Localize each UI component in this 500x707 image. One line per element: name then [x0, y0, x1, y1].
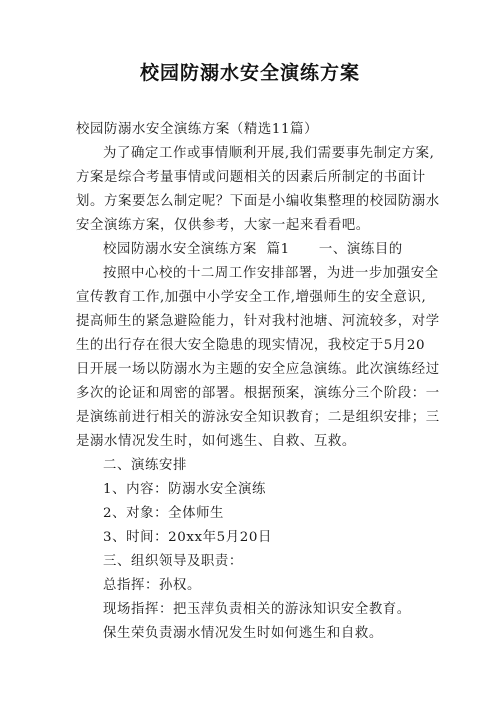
body-line-2: 宣传教育工作,加强中小学安全工作,增强师生的安全意识, — [76, 290, 427, 305]
heading-arrangement: 二、演练安排 — [103, 458, 187, 473]
body-line-5: 日开展一场以防溺水为主题的安全应急演练。此次演练经过 — [76, 362, 440, 377]
subtitle-line: 校园防溺水安全演练方案（精选11篇） — [76, 122, 319, 137]
responsibility-line: 保生荣负责溺水情况发生时如何逃生和自救。 — [103, 626, 383, 641]
body-line-4: 生的出行存在很大安全隐患的现实情况，我校定于5月20 — [76, 338, 426, 353]
intro-line-3: 划。方案要怎么制定呢？下面是小编收集整理的校园防溺水 — [76, 194, 440, 209]
document-title: 校园防溺水安全演练方案 — [139, 62, 360, 84]
body-line-3: 提高师生的紧急避险能力，针对我村池塘、河流较多，对学 — [76, 314, 440, 329]
item-target: 2、对象：全体师生 — [103, 506, 225, 521]
item-content: 1、内容：防溺水安全演练 — [103, 482, 267, 497]
item-time: 3、时间：20xx年5月20日 — [103, 530, 272, 545]
site-commander-line: 现场指挥：把玉萍负责相关的游泳知识安全教育。 — [103, 602, 411, 617]
commander-line: 总指挥：孙权。 — [103, 578, 201, 593]
body-line-6: 多次的论证和周密的部署。根据预案，演练分三个阶段：一 — [76, 386, 440, 401]
heading-organization: 三、组织领导及职责： — [103, 554, 243, 569]
intro-line-2: 方案是综合考量事情或问题相关的因素后所制定的书面计 — [76, 170, 426, 185]
body-line-7: 是演练前进行相关的游泳安全知识教育；二是组织安排；三 — [76, 410, 440, 425]
body-line-8: 是溺水情况发生时，如何逃生、自救、互救。 — [76, 434, 356, 449]
body-line-1: 按照中心校的十二周工作安排部署，为进一步加强安全 — [103, 266, 439, 281]
intro-line-1: 为了确定工作或事情顺利开展,我们需要事先制定方案, — [103, 146, 435, 161]
intro-line-4: 安全演练方案，仅供参考，大家一起来看看吧。 — [76, 218, 370, 233]
section-heading-line: 校园防溺水安全演练方案 篇1 一、演练目的 — [103, 242, 403, 257]
